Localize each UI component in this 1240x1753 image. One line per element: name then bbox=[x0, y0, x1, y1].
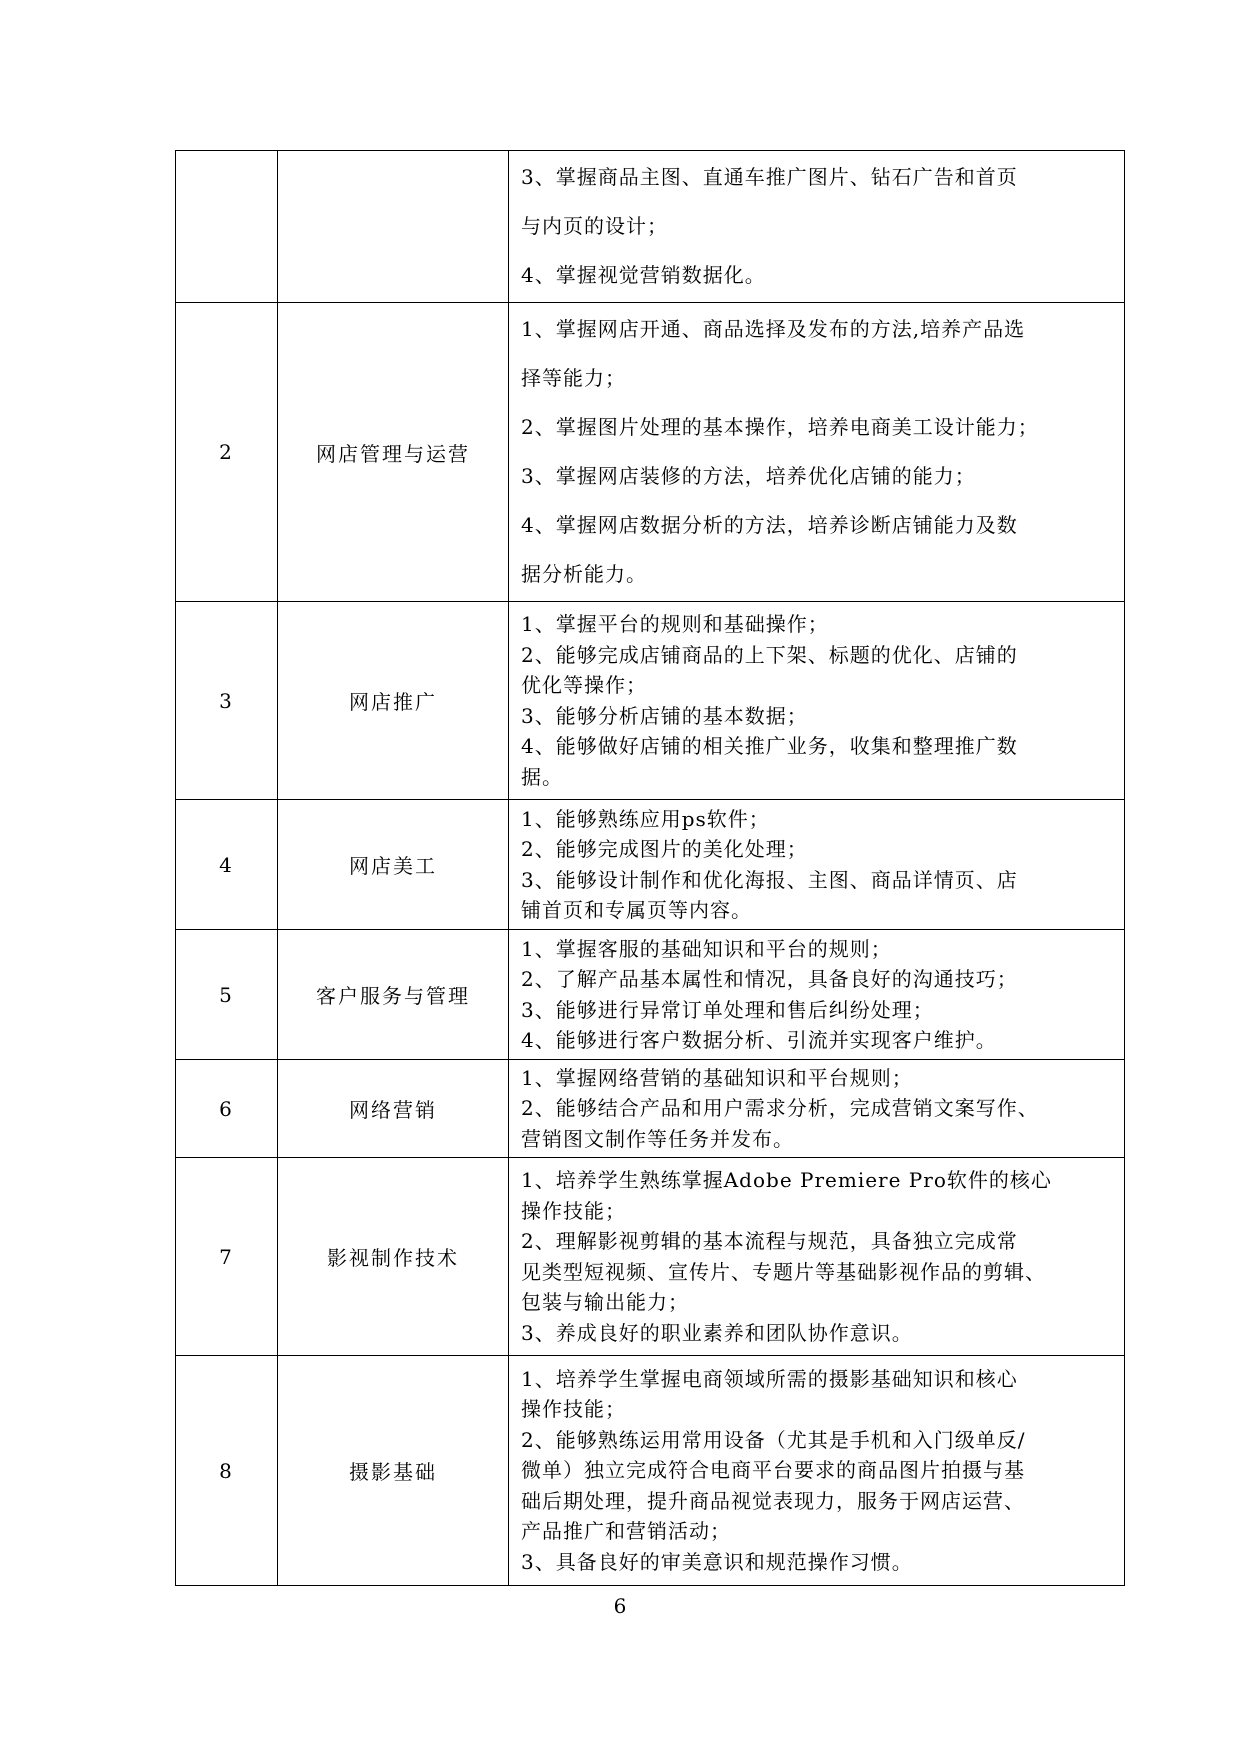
objective-line: 优化等操作； bbox=[521, 673, 647, 697]
objective-line: 2、掌握图片处理的基本操作，培养电商美工设计能力； bbox=[521, 415, 1039, 439]
course-number bbox=[176, 151, 278, 303]
objective-line: 3、能够进行异常订单处理和售后纠纷处理； bbox=[521, 997, 934, 1022]
course-objectives bbox=[509, 602, 1125, 800]
objective-line: 与内页的设计； bbox=[521, 214, 668, 238]
objective-line: 操作技能； bbox=[521, 1198, 626, 1223]
objective-line: 础后期处理，提升商品视觉表现力，服务于网店运营、 bbox=[521, 1488, 1025, 1513]
course-name: 网络营销 bbox=[278, 1060, 509, 1158]
table-row bbox=[176, 303, 1125, 602]
course-objectives bbox=[509, 800, 1125, 930]
course-name: 网店推广 bbox=[278, 602, 509, 800]
objective-line: 3、能够设计制作和优化海报、主图、商品详情页、店 bbox=[521, 867, 1018, 892]
course-number: 6 bbox=[176, 1060, 278, 1158]
objective-line: 3、掌握商品主图、直通车推广图片、钻石广告和首页 bbox=[521, 165, 1018, 189]
course-table-body bbox=[176, 151, 1125, 1586]
objective-line: 1、掌握网店开通、商品选择及发布的方法,培养产品选 bbox=[521, 317, 1026, 341]
course-name: 客户服务与管理 bbox=[278, 930, 509, 1060]
objective-line: 见类型短视频、宣传片、专题片等基础影视作品的剪辑、 bbox=[521, 1259, 1046, 1284]
course-name: 影视制作技术 bbox=[278, 1158, 509, 1356]
objective-line: 2、能够完成图片的美化处理； bbox=[521, 837, 808, 861]
course-number: 8 bbox=[176, 1356, 278, 1586]
objective-line: 4、能够做好店铺的相关推广业务，收集和整理推广数 bbox=[521, 734, 1018, 758]
course-table bbox=[175, 150, 1125, 1586]
objective-line: 4、掌握视觉营销数据化。 bbox=[521, 263, 766, 287]
objective-line: 产品推广和营销活动； bbox=[521, 1519, 731, 1544]
objective-line: 3、具备良好的审美意识和规范操作习惯。 bbox=[521, 1549, 913, 1574]
course-name bbox=[278, 151, 509, 303]
page-number: 6 bbox=[613, 1594, 627, 1618]
objective-line: 3、掌握网店装修的方法，培养优化店铺的能力； bbox=[521, 464, 976, 488]
objective-line: 1、能够熟练应用ps软件； bbox=[521, 806, 770, 831]
table-row bbox=[176, 800, 1125, 930]
objective-line: 操作技能； bbox=[521, 1397, 626, 1422]
objective-line: 微单）独立完成符合电商平台要求的商品图片拍摄与基 bbox=[521, 1458, 1025, 1483]
course-objectives bbox=[509, 303, 1125, 602]
objective-line: 择等能力； bbox=[521, 366, 626, 390]
objective-line: 3、养成良好的职业素养和团队协作意识。 bbox=[521, 1320, 913, 1345]
objective-line: 2、能够完成店铺商品的上下架、标题的优化、店铺的 bbox=[521, 642, 1018, 667]
objective-line: 据分析能力。 bbox=[521, 562, 647, 586]
objective-line: 2、了解产品基本属性和情况，具备良好的沟通技巧； bbox=[521, 967, 1018, 991]
objective-line: 1、掌握网络营销的基础知识和平台规则； bbox=[521, 1065, 913, 1090]
objective-line: 2、能够熟练运用常用设备（尤其是手机和入门级单反/ bbox=[521, 1427, 1026, 1452]
objective-line: 1、培养学生熟练掌握Adobe Premiere Pro软件的核心 bbox=[521, 1168, 1052, 1192]
course-objectives bbox=[509, 1060, 1125, 1158]
table-row bbox=[176, 151, 1125, 303]
table-row bbox=[176, 1356, 1125, 1586]
objective-line: 包装与输出能力； bbox=[521, 1290, 689, 1314]
objective-line: 3、能够分析店铺的基本数据； bbox=[521, 703, 808, 728]
objective-line: 1、掌握平台的规则和基础操作； bbox=[521, 612, 829, 636]
table-row bbox=[176, 1158, 1125, 1356]
objective-line: 1、掌握客服的基础知识和平台的规则； bbox=[521, 936, 892, 961]
table-row bbox=[176, 1060, 1125, 1158]
objective-line: 2、理解影视剪辑的基本流程与规范，具备独立完成常 bbox=[521, 1229, 1018, 1253]
objective-line: 铺首页和专属页等内容。 bbox=[521, 898, 752, 922]
objective-line: 据。 bbox=[521, 764, 563, 789]
course-objectives bbox=[509, 1158, 1125, 1356]
course-number: 2 bbox=[176, 303, 278, 602]
table-row bbox=[176, 930, 1125, 1060]
objective-line: 1、培养学生掌握电商领域所需的摄影基础知识和核心 bbox=[521, 1366, 1018, 1391]
course-number: 4 bbox=[176, 800, 278, 930]
course-objectives bbox=[509, 151, 1125, 303]
course-name: 摄影基础 bbox=[278, 1356, 509, 1586]
course-number: 5 bbox=[176, 930, 278, 1060]
objective-line: 4、掌握网店数据分析的方法，培养诊断店铺能力及数 bbox=[521, 513, 1018, 537]
course-objectives bbox=[509, 930, 1125, 1060]
objective-line: 2、能够结合产品和用户需求分析，完成营销文案写作、 bbox=[521, 1096, 1039, 1121]
objective-line: 4、能够进行客户数据分析、引流并实现客户维护。 bbox=[521, 1028, 997, 1052]
course-objectives bbox=[509, 1356, 1125, 1586]
course-name: 网店管理与运营 bbox=[278, 303, 509, 602]
course-number: 3 bbox=[176, 602, 278, 800]
objective-line: 营销图文制作等任务并发布。 bbox=[521, 1126, 794, 1151]
course-name: 网店美工 bbox=[278, 800, 509, 930]
course-number: 7 bbox=[176, 1158, 278, 1356]
table-row bbox=[176, 602, 1125, 800]
